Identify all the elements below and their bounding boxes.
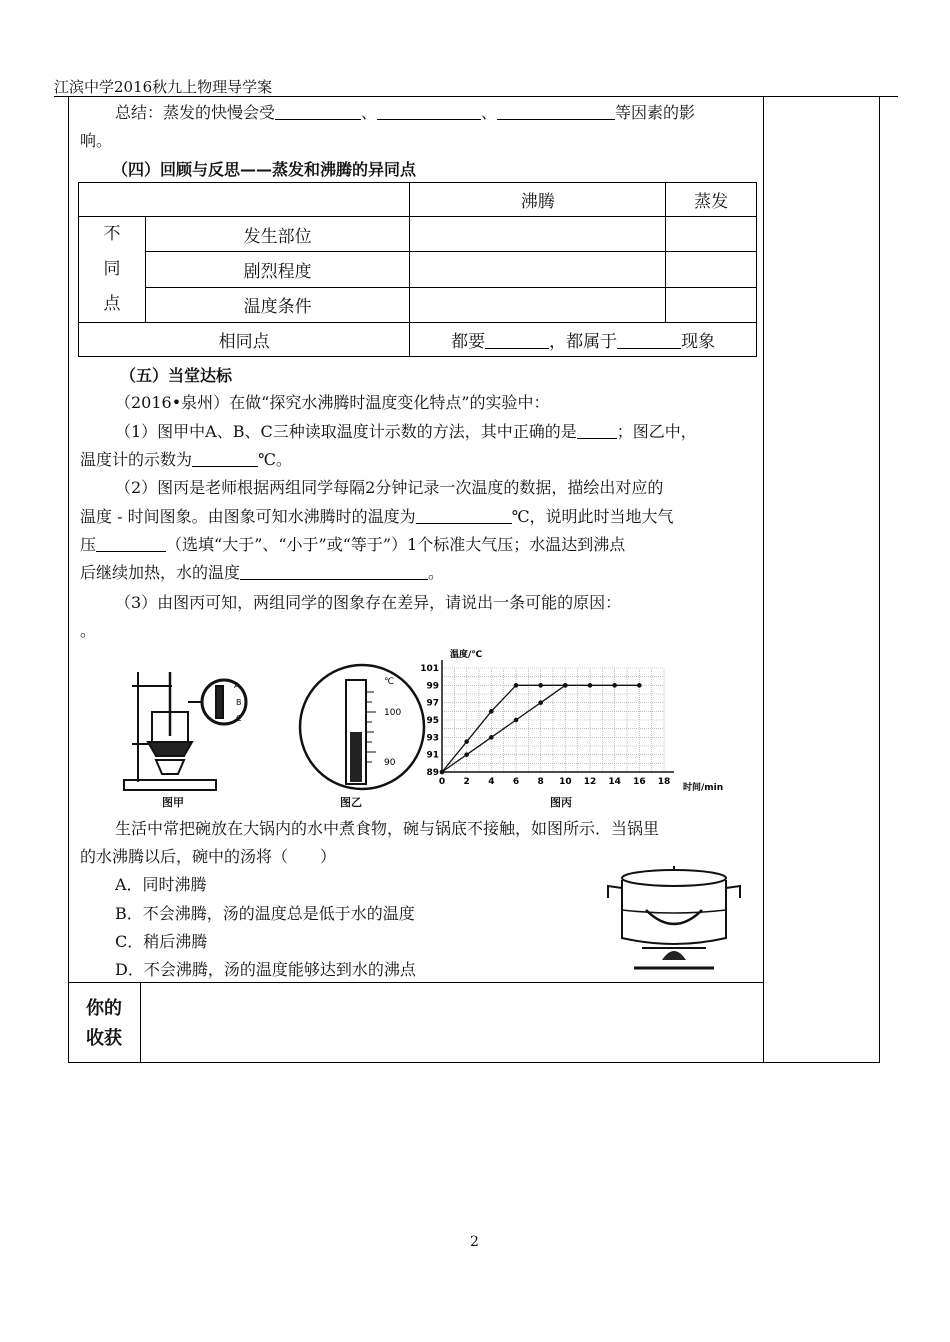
x-tick-label: 8 — [537, 777, 544, 787]
q3-line1: （3）由图丙可知，两组同学的图象存在差异，请说出一条可能的原因： — [115, 593, 622, 612]
data-point — [464, 752, 469, 757]
abc-label: C — [236, 714, 242, 723]
bowl-q-line2: 的水沸腾以后，碗中的汤将（ ） — [80, 847, 337, 866]
caption-yi: 图乙 — [340, 796, 362, 809]
q1-text-a: （1）图甲中A、B、C三种读取温度计示数的方法，其中正确的是 — [115, 422, 577, 441]
thermo-tick-label: 90 — [384, 758, 396, 768]
summary-sep-1: 、 — [361, 103, 378, 122]
data-point — [489, 735, 494, 740]
y-tick-label: 99 — [426, 681, 439, 692]
diff-label-char: 不 — [103, 224, 121, 244]
x-tick-label: 18 — [657, 777, 671, 787]
apparatus-figure — [124, 664, 294, 794]
q1-text-c: 温度计的示数为 — [80, 450, 193, 469]
same-text-c: 现象 — [681, 332, 716, 352]
pot-lid — [622, 870, 726, 886]
diff-label-char: 点 — [103, 294, 121, 314]
q3-line2: 。 — [80, 621, 97, 640]
caption-bing: 图丙 — [550, 796, 572, 809]
row-label-temperature: 温度条件 — [146, 287, 410, 322]
compare-table — [78, 182, 757, 357]
thermo-tick-label: 100 — [384, 708, 402, 718]
page-number: 2 — [470, 1234, 479, 1250]
abc-label: B — [236, 698, 242, 707]
bowl-q-line1: 生活中常把碗放在大锅内的水中煮食物，碗与锅底不接触，如图所示．当锅里 — [115, 819, 660, 838]
q1-line2 — [80, 449, 292, 471]
col-evaporation: 蒸发 — [666, 183, 757, 217]
y-tick-label: 89 — [426, 768, 439, 778]
pot-figure — [602, 864, 748, 976]
y-tick-label: 91 — [426, 750, 439, 761]
cell-blank[interactable] — [410, 217, 666, 252]
x-tick-label: 2 — [463, 777, 470, 787]
data-point — [538, 700, 543, 705]
q2-line2 — [80, 506, 674, 528]
q1-blank-2[interactable] — [192, 450, 258, 467]
same-cell — [410, 323, 757, 357]
q2-text-b: 温度 - 时间图象。由图象可知水沸腾时的温度为 — [80, 507, 416, 526]
data-point — [588, 683, 593, 688]
data-point — [612, 683, 617, 688]
q2-text-e: （选填“大于”、“小于”或“等于”）1个标准大气压；水温达到沸点 — [166, 535, 626, 554]
x-tick-label: 12 — [583, 777, 597, 787]
data-point — [637, 683, 642, 688]
thermometer-figure — [298, 660, 428, 794]
cell-blank[interactable] — [666, 287, 757, 322]
x-tick-label: 10 — [559, 777, 572, 787]
summary-line — [115, 102, 695, 124]
same-text-b: ，都属于 — [549, 332, 618, 352]
cell-blank[interactable] — [666, 217, 757, 252]
summary-suffix: 等因素的影 — [615, 103, 696, 122]
row-label-intensity: 剧烈程度 — [146, 252, 410, 287]
q2-line1: （2）图丙是老师根据两组同学每隔2分钟记录一次温度的数据，描绘出对应的 — [115, 478, 664, 497]
data-point — [489, 709, 494, 714]
summary-prefix: 总结：蒸发的快慢会受 — [115, 103, 276, 122]
data-point — [538, 683, 543, 688]
x-tick-label: 16 — [633, 777, 646, 787]
same-blank-2[interactable] — [617, 332, 681, 349]
gain-row-top-border — [68, 982, 763, 983]
y-tick-label: 93 — [426, 733, 439, 744]
q1-text-d: ℃。 — [258, 450, 292, 469]
cell-blank[interactable] — [410, 252, 666, 287]
same-label: 相同点 — [79, 323, 410, 357]
y-tick-label: 97 — [426, 698, 439, 709]
cell-blank[interactable] — [666, 252, 757, 287]
flame — [662, 951, 686, 960]
data-point — [514, 718, 519, 723]
data-point — [440, 770, 445, 775]
thermo-unit: ℃ — [384, 677, 395, 687]
temperature-time-chart — [420, 648, 728, 798]
col-boiling: 沸腾 — [410, 183, 666, 217]
chart-ylabel: 温度/℃ — [450, 650, 483, 660]
q1-blank-1[interactable] — [577, 422, 617, 439]
x-tick-label: 14 — [608, 777, 621, 787]
section5-title: （五）当堂达标 — [120, 366, 233, 385]
same-blank-1[interactable] — [485, 332, 549, 349]
summary-sep-2: 、 — [481, 103, 498, 122]
gain-divider — [140, 982, 141, 1063]
q2-blank-1[interactable] — [416, 507, 512, 524]
option-c[interactable]: C．稍后沸腾 — [115, 932, 208, 951]
q1-line1 — [115, 421, 697, 443]
cell-blank[interactable] — [410, 287, 666, 322]
data-point — [563, 683, 568, 688]
gain-label — [70, 994, 138, 1054]
q2-blank-2[interactable] — [96, 535, 166, 552]
option-d[interactable]: D．不会沸腾，汤的温度能够达到水的沸点 — [115, 960, 416, 979]
page-header: 江滨中学2016秋九上物理导学案 — [54, 78, 273, 96]
data-point — [514, 683, 519, 688]
same-text-a: 都要 — [451, 332, 486, 352]
section4-title: （四）回顾与反思——蒸发和沸腾的异同点 — [112, 160, 417, 179]
q1-text-b: ；图乙中， — [616, 422, 697, 441]
summary-cont: 响。 — [80, 131, 113, 150]
question-intro: （2016•泉州）在做“探究水沸腾时温度变化特点”的实验中： — [115, 393, 550, 412]
y-tick-label: 101 — [420, 664, 439, 674]
caption-jia: 图甲 — [162, 796, 184, 809]
x-tick-label: 0 — [438, 777, 446, 787]
summary-blank-1[interactable] — [275, 103, 361, 120]
row-label-location: 发生部位 — [146, 217, 410, 252]
x-tick-label: 6 — [512, 777, 520, 787]
q2-text-f: 后继续加热，水的温度 — [80, 563, 241, 582]
gain-label-line: 收获 — [86, 1028, 122, 1049]
diff-label — [79, 217, 146, 323]
chart-xlabel: 时间/min — [683, 783, 724, 793]
summary-blank-2[interactable] — [377, 103, 481, 120]
option-a[interactable]: A．同时沸腾 — [115, 875, 207, 894]
y-tick-label: 95 — [426, 716, 439, 726]
table-corner — [79, 183, 410, 217]
q2-line3 — [80, 534, 625, 556]
q2-text-d: 压 — [80, 535, 97, 554]
q2-blank-3[interactable] — [240, 563, 428, 580]
abc-label: A — [234, 681, 240, 690]
q2-text-c: ℃，说明此时当地大气 — [511, 507, 674, 526]
x-tick-label: 4 — [488, 777, 495, 787]
summary-blank-3[interactable] — [497, 103, 615, 120]
diff-label-char: 同 — [103, 259, 121, 279]
q2-text-g: 。 — [428, 563, 445, 582]
option-b[interactable]: B．不会沸腾，汤的温度总是低于水的温度 — [115, 904, 415, 923]
data-point — [464, 739, 469, 744]
mercury-column — [350, 732, 362, 782]
gain-label-line: 你的 — [86, 998, 122, 1019]
notes-column-border — [763, 96, 764, 1063]
q2-line4 — [80, 562, 444, 584]
